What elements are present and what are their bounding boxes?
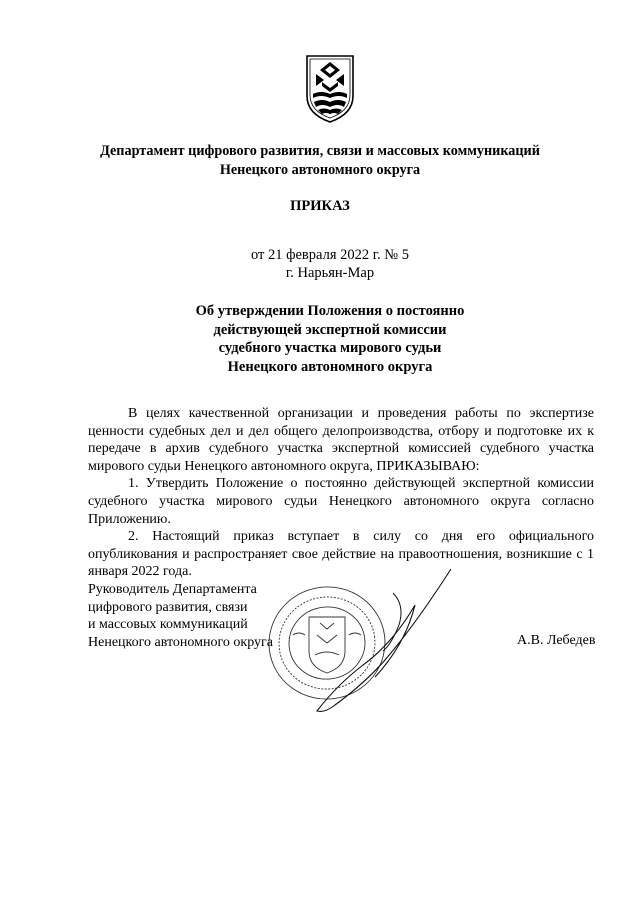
department-line-1: Департамент цифрового развития, связи и массовых коммуникаций xyxy=(100,143,540,159)
coat-of-arms-icon xyxy=(304,52,356,124)
official-seal-icon xyxy=(265,565,465,720)
position-line-1: Руководитель Департамента xyxy=(88,582,257,597)
position-line-2: цифрового развития, связи xyxy=(88,599,248,615)
preamble-paragraph: В целях качественной организации и проведения работы по экспертизе ценности судебных дел и дел общего делопроизводства, отбору и подготовке их к передаче в архив судебного участка экспертной комиссией судебного участка мирового судьи Ненецкого автономного округа, ПРИКАЗЫВАЮ: xyxy=(88,406,594,474)
signatory-name: А.В. Лебедев xyxy=(517,633,596,648)
position-line-3: и массовых коммуникаций xyxy=(88,617,248,633)
department-line-2: Ненецкого автономного округа xyxy=(219,162,421,178)
subject-line-2: действующей экспертной комиссии xyxy=(213,321,447,338)
department-name xyxy=(0,142,640,180)
order-date: от 21 февраля 2022 г. № 5 xyxy=(250,247,410,263)
order-title: ПРИКАЗ xyxy=(290,198,350,214)
subject-line-4: Ненецкого автономного округа xyxy=(227,358,433,375)
order-body xyxy=(88,405,594,581)
signatory-position xyxy=(88,581,288,651)
order-date-block xyxy=(10,246,640,282)
subject-line-3: судебного участка мирового судьи xyxy=(218,340,442,356)
item-1-paragraph: 1. Утвердить Положение о постоянно действующей экспертной комиссии судебного участка мирового судьи Ненецкого автономного округа согласно Приложению. xyxy=(88,476,594,527)
position-line-4: Ненецкого автономного округа xyxy=(88,634,273,650)
item-2-paragraph: 2. Настоящий приказ вступает в силу со дня его официального опубликования и распространяет свое действие на правоотношения, возникшие с 1 января 2022 года. xyxy=(88,529,594,580)
order-subject xyxy=(10,302,640,376)
subject-line-1: Об утверждении Положения о постоянно xyxy=(195,303,465,319)
order-city: г. Нарьян-Мар xyxy=(285,265,375,281)
